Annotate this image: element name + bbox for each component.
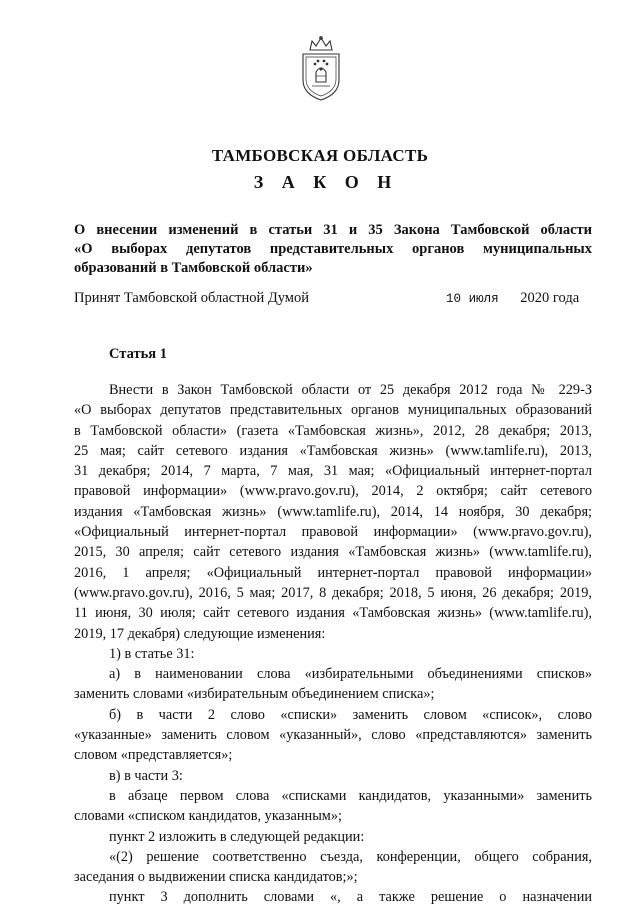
body-line: б) в части 2 слово «списки» заменить словом «список», слово <box>109 706 592 723</box>
article-body <box>74 380 592 908</box>
adoption-label: Принят Тамбовской областной Думой <box>74 290 309 306</box>
body-line: заседания о выдвижении списка кандидатов;»; <box>74 869 358 886</box>
body-line: «Официальный интернет-портал правовой информации» (www.pravo.gov.ru), <box>74 524 592 541</box>
body-line: а) в наименовании слова «избирательными объединениями списков» <box>109 666 592 683</box>
body-line: 25 мая; сайт сетевого издания «Тамбовская жизнь» (www.tamlife.ru), 2013, <box>74 442 592 459</box>
body-line: 31 декабря; 2014, 7 марта, 7 мая, 31 мая; «Официальный интернет-портал <box>74 463 592 480</box>
document-type-heading: З А К О Н <box>253 172 399 192</box>
adoption-month: июля <box>468 292 499 306</box>
law-title-line: О внесении изменений в статьи 31 и 35 Закона Тамбовской области <box>74 222 592 238</box>
body-line: в) в части 3: <box>109 767 183 784</box>
body-line: издания «Тамбовская жизнь» (www.tamlife.ru), 2014, 14 ноября, 30 декабря; <box>74 503 592 520</box>
body-line: словами «списком кандидатов, указанным»; <box>74 808 342 825</box>
region-heading: ТАМБОВСКАЯ ОБЛАСТЬ <box>211 146 429 165</box>
body-line: 2019, 17 декабря) следующие изменения: <box>74 625 326 642</box>
body-line: 1) в статье 31: <box>109 645 195 662</box>
body-line: в Тамбовской области» (газета «Тамбовская жизнь», 2012, 28 декабря; 2013, <box>74 422 592 439</box>
law-title <box>74 221 592 278</box>
coat-of-arms-emblem <box>298 34 344 104</box>
body-line: словом «представляется»; <box>74 747 233 764</box>
body-line: «О выборах депутатов представительных органов муниципальных образований <box>74 402 592 419</box>
body-line: Внести в Закон Тамбовской области от 25 декабря 2012 года № 229-З <box>109 382 592 398</box>
body-line: заменить словами «избирательным объединением списка»; <box>74 686 435 703</box>
adoption-day: 10 <box>446 292 462 306</box>
body-line: 2015, 30 апреля; сайт сетевого издания «Тамбовская жизнь» (www.tamlife.ru), <box>74 544 592 561</box>
body-line: «указанные» заменить словом «указанный», слово «представляются» заменить <box>74 727 592 744</box>
body-line: «(2) решение соответственно съезда, конференции, общего собрания, <box>109 848 592 865</box>
body-line: пункт 3 дополнить словами «, а также решение о назначении <box>109 889 592 906</box>
body-line: правовой информации» (www.pravo.gov.ru), 2014, 2 октября; сайт сетевого <box>74 483 592 500</box>
adoption-line <box>74 290 592 307</box>
body-line: пункт 2 изложить в следующей редакции: <box>109 828 365 845</box>
body-line: в абзаце первом слова «списками кандидатов, указанными» заменить <box>109 787 592 804</box>
body-line: (www.pravo.gov.ru), 2016, 5 мая; 2017, 8 декабря; 2018, 5 июня, 26 декабря; 2019, <box>74 584 592 601</box>
body-line: 2016, 1 апреля; «Официальный интернет-портал правовой информации» <box>74 564 592 581</box>
law-title-line: «О выборах депутатов представительных органов муниципальных <box>74 241 592 257</box>
article-heading: Статья 1 <box>109 346 167 362</box>
adoption-year: 2020 года <box>520 290 580 306</box>
law-title-line: образований в Тамбовской области» <box>74 260 313 276</box>
body-line: 11 июня, 30 июля; сайт сетевого издания «Тамбовская жизнь» (www.tamlife.ru), <box>74 605 592 622</box>
adoption-date <box>446 290 579 307</box>
